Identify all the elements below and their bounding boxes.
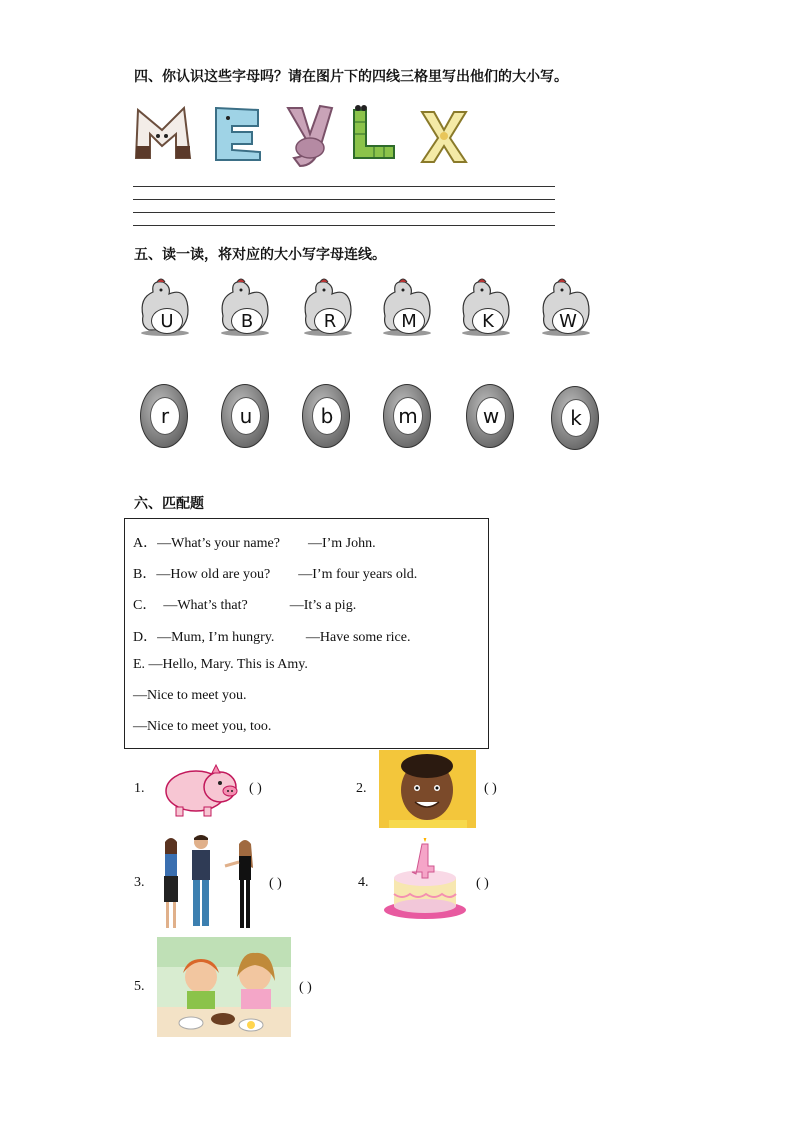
writing-line-2[interactable]	[133, 199, 555, 200]
letter-l-caterpillar-image	[354, 105, 394, 158]
uppercase-letter: B	[231, 308, 263, 334]
egg-lowercase-w[interactable]	[466, 384, 514, 448]
dialogue-e-reply-2: —Nice to meet you, too.	[133, 719, 272, 734]
writing-line-4[interactable]	[133, 225, 555, 226]
people-meeting-image	[155, 832, 263, 932]
answer-blank-1[interactable]: ( )	[249, 781, 262, 796]
hen-uppercase-b[interactable]	[217, 276, 273, 338]
letter-e-hippo-image	[216, 108, 260, 160]
uppercase-letter: U	[151, 308, 183, 334]
item-number: 5.	[134, 979, 145, 994]
uppercase-letter: M	[393, 308, 425, 334]
egg-lowercase-u[interactable]	[221, 384, 269, 448]
hen-uppercase-k[interactable]	[458, 276, 514, 338]
hen-uppercase-m[interactable]	[379, 276, 435, 338]
boy-john-image	[379, 750, 476, 828]
lowercase-letter: r	[150, 397, 180, 435]
answer-blank-5[interactable]: ( )	[299, 980, 312, 995]
pig-image	[160, 757, 242, 819]
egg-lowercase-m[interactable]	[383, 384, 431, 448]
item-number: 2.	[356, 781, 367, 796]
item-number: 4.	[358, 875, 369, 890]
letter-x-bee-image	[422, 112, 466, 162]
egg-lowercase-k[interactable]	[551, 386, 599, 450]
lowercase-letter: b	[312, 397, 342, 435]
answer-blank-2[interactable]: ( )	[484, 781, 497, 796]
uppercase-letter: K	[472, 308, 504, 334]
dialogue-b: B．—How old are you? —I’m four years old.	[133, 567, 418, 582]
letter-m-cow-image	[136, 108, 190, 158]
hen-uppercase-u[interactable]	[137, 276, 193, 338]
letter-y-elephant-image	[288, 106, 332, 166]
birthday-cake-image	[382, 838, 468, 922]
writing-line-1[interactable]	[133, 186, 555, 187]
section5-title: 五、读一读，将对应的大小写字母连线。	[134, 247, 386, 263]
lowercase-letter: w	[476, 397, 506, 435]
lowercase-letter: u	[231, 397, 261, 435]
uppercase-letter: R	[314, 308, 346, 334]
lowercase-letter: m	[393, 397, 423, 435]
dialogue-e-reply-1: —Nice to meet you.	[133, 688, 247, 703]
dialogue-d: D．—Mum, I’m hungry. —Have some rice.	[133, 630, 411, 645]
animal-letters-illustration	[132, 100, 472, 172]
egg-lowercase-b[interactable]	[302, 384, 350, 448]
egg-lowercase-r[interactable]	[140, 384, 188, 448]
writing-line-3[interactable]	[133, 212, 555, 213]
item-number: 3.	[134, 875, 145, 890]
hen-uppercase-w[interactable]	[538, 276, 594, 338]
answer-blank-4[interactable]: ( )	[476, 876, 489, 891]
item-number: 1.	[134, 781, 145, 796]
answer-blank-3[interactable]: ( )	[269, 876, 282, 891]
lowercase-letter: k	[561, 399, 591, 437]
section4-title: 四、你认识这些字母吗？请在图片下的四线三格里写出他们的大小写。	[134, 69, 568, 85]
mum-hungry-image	[157, 937, 291, 1037]
dialogue-e: E. —Hello, Mary. This is Amy.	[133, 657, 308, 672]
section6-title: 六、匹配题	[134, 496, 204, 512]
hen-uppercase-r[interactable]	[300, 276, 356, 338]
dialogue-a: A．—What’s your name? —I’m John.	[133, 536, 376, 551]
dialogue-c: C． —What’s that? —It’s a pig.	[133, 598, 357, 613]
uppercase-letter: W	[552, 308, 584, 334]
